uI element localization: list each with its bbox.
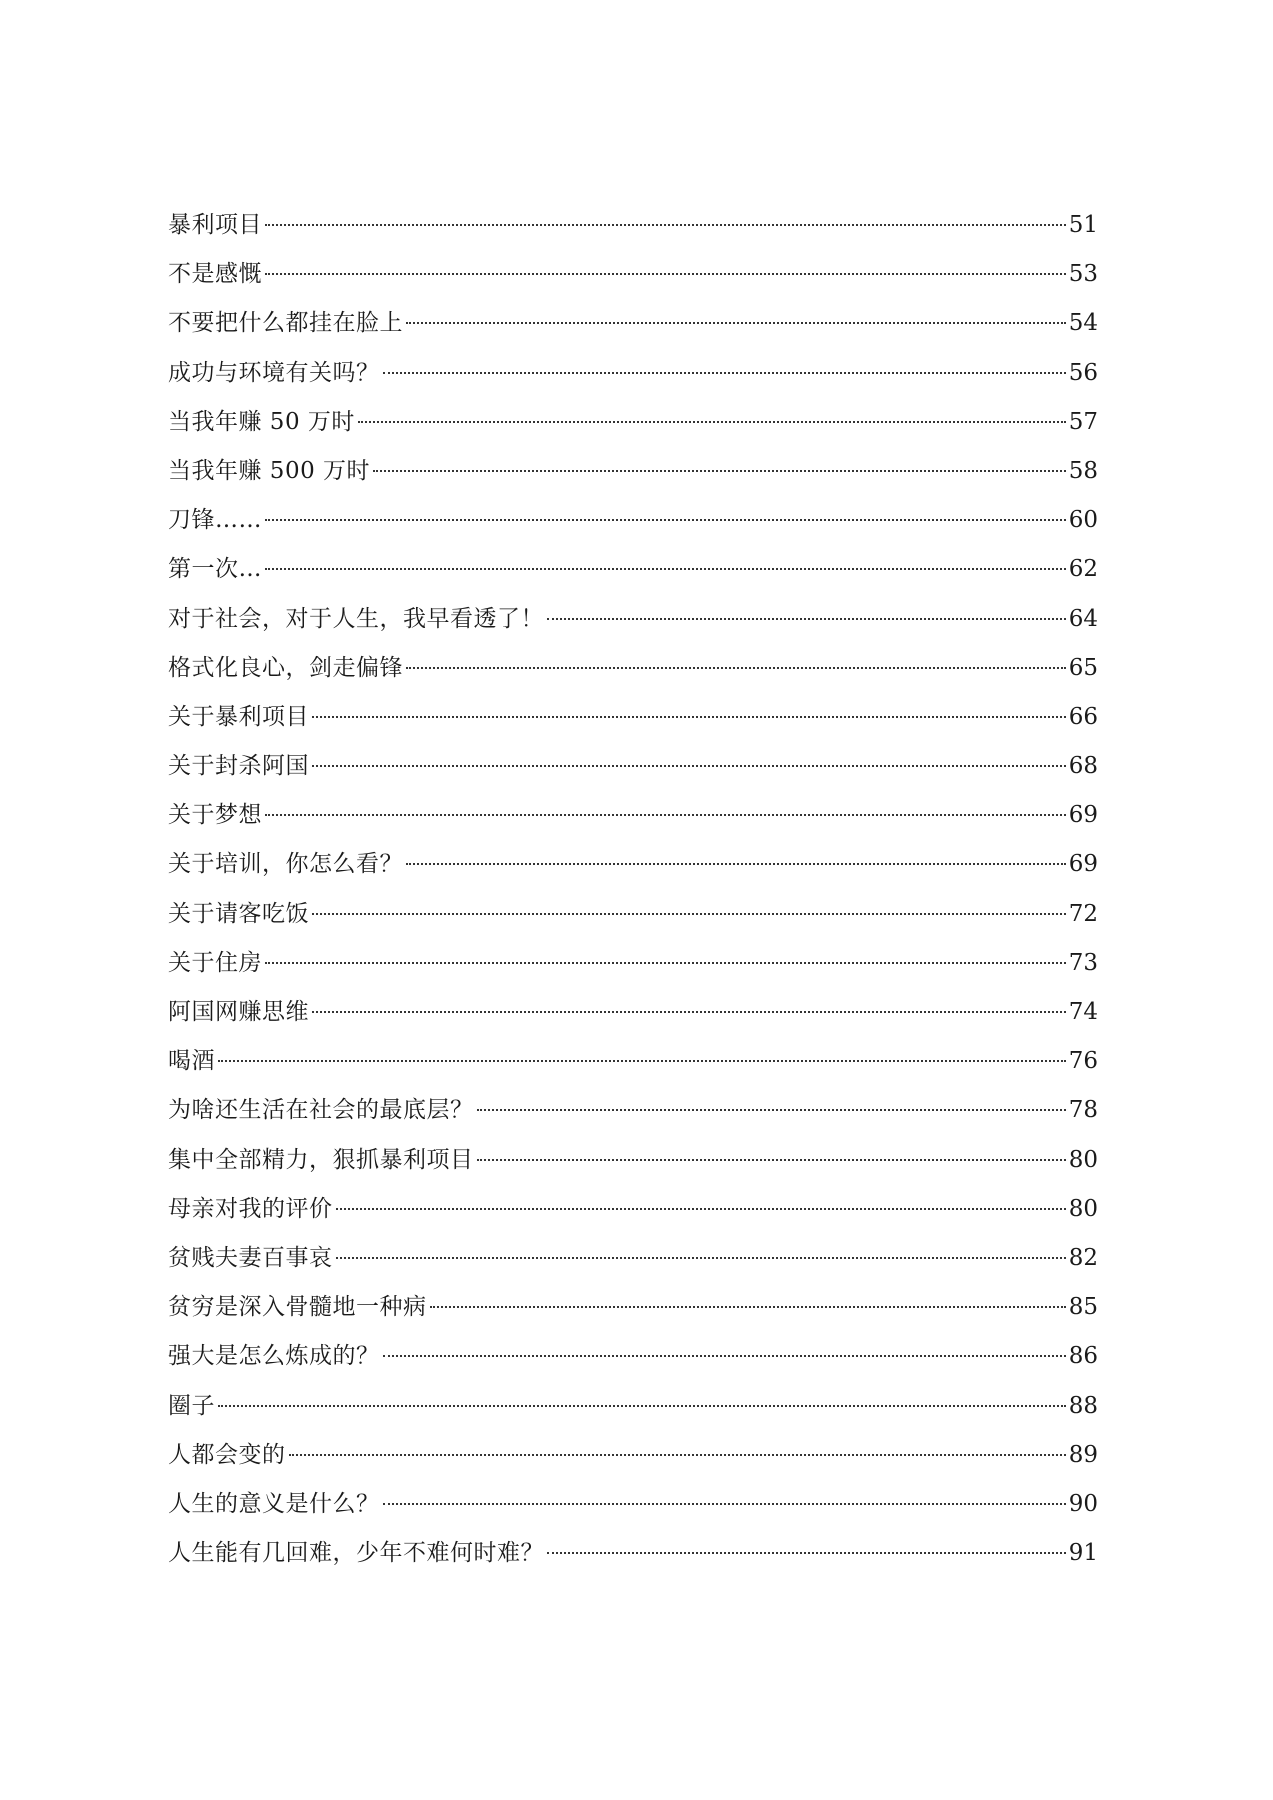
toc-entry-page-number: 64 <box>1068 605 1098 632</box>
dot-leader <box>383 1355 1066 1357</box>
toc-entry[interactable] <box>168 1238 1098 1287</box>
toc-entry[interactable] <box>168 1336 1098 1385</box>
toc-entry[interactable] <box>168 549 1098 598</box>
toc-entry-title: 集中全部精力，狠抓暴利项目 <box>168 1146 474 1173</box>
dot-leader <box>373 470 1066 472</box>
toc-entry-title: 关于住房 <box>168 949 262 976</box>
toc-entry[interactable] <box>168 1287 1098 1336</box>
toc-entry-title: 贫穷是深入骨髓地一种病 <box>168 1294 427 1321</box>
dot-leader <box>265 962 1066 964</box>
toc-entry[interactable] <box>168 795 1098 844</box>
dot-leader <box>312 765 1066 767</box>
toc-entry-page-number: 57 <box>1068 408 1098 435</box>
dot-leader <box>265 224 1066 226</box>
toc-entry-title: 人都会变的 <box>168 1441 286 1468</box>
toc-entry-title: 人生的意义是什么？ <box>168 1490 380 1517</box>
toc-entry-title: 刀锋…… <box>168 507 262 534</box>
toc-entry-title: 喝酒 <box>168 1048 215 1075</box>
dot-leader <box>383 372 1066 374</box>
toc-entry[interactable] <box>168 1484 1098 1533</box>
toc-entry-page-number: 65 <box>1068 654 1098 681</box>
table-of-contents <box>168 205 1098 1582</box>
toc-entry-page-number: 62 <box>1068 556 1098 583</box>
toc-entry-page-number: 58 <box>1068 457 1098 484</box>
toc-entry-title: 当我年赚 500 万时 <box>168 457 371 484</box>
toc-entry-page-number: 82 <box>1068 1244 1098 1271</box>
dot-leader <box>477 1109 1066 1111</box>
toc-entry[interactable] <box>168 205 1098 254</box>
toc-entry-page-number: 56 <box>1068 359 1098 386</box>
toc-entry-title: 不要把什么都挂在脸上 <box>168 310 403 337</box>
toc-entry[interactable] <box>168 402 1098 451</box>
dot-leader <box>336 1208 1066 1210</box>
toc-entry[interactable] <box>168 697 1098 746</box>
toc-entry-title: 暴利项目 <box>168 212 262 238</box>
dot-leader <box>477 1159 1066 1161</box>
toc-entry-page-number: 76 <box>1068 1048 1098 1075</box>
toc-entry[interactable] <box>168 353 1098 402</box>
toc-entry-title: 关于暴利项目 <box>168 703 309 730</box>
toc-entry-title: 不是感慨 <box>168 261 262 288</box>
toc-entry-page-number: 88 <box>1068 1392 1098 1419</box>
toc-entry-page-number: 85 <box>1068 1294 1098 1321</box>
dot-leader <box>218 1060 1066 1062</box>
dot-leader <box>358 421 1066 423</box>
toc-entry-page-number: 68 <box>1068 753 1098 780</box>
toc-entry[interactable] <box>168 451 1098 500</box>
toc-entry[interactable] <box>168 254 1098 303</box>
toc-entry-title: 对于社会，对于人生，我早看透了！ <box>168 605 544 632</box>
toc-entry-title: 贫贱夫妻百事哀 <box>168 1244 333 1271</box>
toc-entry-title: 关于梦想 <box>168 802 262 829</box>
toc-entry-title: 关于请客吃饭 <box>168 900 309 927</box>
toc-entry-page-number: 69 <box>1068 802 1098 829</box>
toc-entry-page-number: 80 <box>1068 1146 1098 1173</box>
dot-leader <box>547 1552 1066 1554</box>
toc-entry[interactable] <box>168 1140 1098 1189</box>
toc-entry-page-number: 73 <box>1068 949 1098 976</box>
toc-entry-page-number: 69 <box>1068 851 1098 878</box>
toc-entry[interactable] <box>168 599 1098 648</box>
toc-entry-page-number: 80 <box>1068 1195 1098 1222</box>
dot-leader <box>312 716 1066 718</box>
dot-leader <box>406 667 1066 669</box>
toc-entry[interactable] <box>168 943 1098 992</box>
dot-leader <box>406 863 1066 865</box>
dot-leader <box>289 1454 1066 1456</box>
toc-entry-page-number: 86 <box>1068 1343 1098 1370</box>
toc-entry-page-number: 54 <box>1068 310 1098 337</box>
toc-entry[interactable] <box>168 1435 1098 1484</box>
dot-leader <box>265 568 1066 570</box>
toc-entry-page-number: 91 <box>1068 1540 1098 1567</box>
toc-entry[interactable] <box>168 500 1098 549</box>
toc-entry-page-number: 72 <box>1068 900 1098 927</box>
toc-entry-title: 成功与环境有关吗？ <box>168 359 380 386</box>
toc-entry-page-number: 89 <box>1068 1441 1098 1468</box>
toc-entry[interactable] <box>168 648 1098 697</box>
toc-entry-page-number: 51 <box>1068 212 1098 238</box>
dot-leader <box>218 1405 1066 1407</box>
toc-entry[interactable] <box>168 1386 1098 1435</box>
toc-entry[interactable] <box>168 992 1098 1041</box>
dot-leader <box>265 273 1066 275</box>
dot-leader <box>312 1011 1066 1013</box>
dot-leader <box>265 814 1066 816</box>
toc-entry-title: 圈子 <box>168 1392 215 1419</box>
toc-entry[interactable] <box>168 746 1098 795</box>
toc-entry-title: 当我年赚 50 万时 <box>168 408 355 435</box>
dot-leader <box>265 519 1066 521</box>
toc-entry-title: 为啥还生活在社会的最底层？ <box>168 1097 474 1124</box>
toc-entry-page-number: 74 <box>1068 999 1098 1025</box>
dot-leader <box>383 1503 1066 1505</box>
toc-entry-page-number: 60 <box>1068 507 1098 534</box>
dot-leader <box>336 1257 1066 1259</box>
toc-entry-title: 人生能有几回难，少年不难何时难？ <box>168 1540 544 1567</box>
dot-leader <box>312 913 1066 915</box>
dot-leader <box>547 618 1066 620</box>
toc-entry[interactable] <box>168 844 1098 893</box>
toc-entry-title: 格式化良心，剑走偏锋 <box>168 654 403 681</box>
dot-leader <box>430 1306 1066 1308</box>
toc-entry[interactable] <box>168 1090 1098 1139</box>
toc-entry[interactable] <box>168 1189 1098 1238</box>
toc-entry[interactable] <box>168 894 1098 943</box>
toc-entry[interactable] <box>168 1533 1098 1582</box>
dot-leader <box>406 322 1066 324</box>
toc-entry-title: 阿国网赚思维 <box>168 999 309 1025</box>
toc-entry-page-number: 78 <box>1068 1097 1098 1124</box>
toc-entry-title: 母亲对我的评价 <box>168 1195 333 1222</box>
toc-entry-page-number: 66 <box>1068 703 1098 730</box>
toc-entry-page-number: 90 <box>1068 1490 1098 1517</box>
toc-entry-page-number: 53 <box>1068 261 1098 288</box>
toc-entry-title: 强大是怎么炼成的？ <box>168 1343 380 1370</box>
toc-entry-title: 关于培训，你怎么看？ <box>168 851 403 878</box>
toc-entry-title: 第一次… <box>168 556 262 583</box>
toc-entry[interactable] <box>168 303 1098 352</box>
toc-entry-title: 关于封杀阿国 <box>168 753 309 780</box>
toc-entry[interactable] <box>168 1041 1098 1090</box>
